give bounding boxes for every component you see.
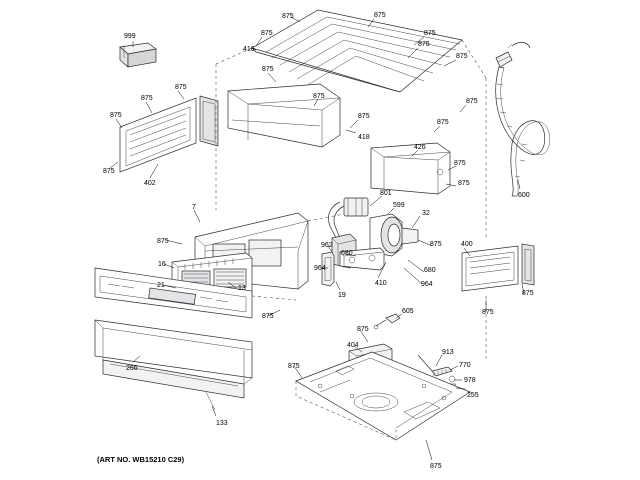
callout-410: 410 xyxy=(375,280,387,287)
callout-875-bot-3: 875 xyxy=(430,463,442,470)
callout-875-top-6: 875 xyxy=(456,53,468,60)
part-999-block xyxy=(120,43,156,67)
part-base-plate xyxy=(296,352,470,440)
callout-875-left-2: 875 xyxy=(141,95,153,102)
callout-875-top-2: 875 xyxy=(374,12,386,19)
callout-266: 266 xyxy=(126,365,138,372)
callout-400: 400 xyxy=(461,241,473,248)
callout-133: 133 xyxy=(216,420,228,427)
callout-875-left-4: 875 xyxy=(103,168,115,175)
callout-875-top-3: 875 xyxy=(424,30,436,37)
callout-801: 801 xyxy=(380,190,392,197)
callout-875-bot-1: 875 xyxy=(357,326,369,333)
callout-600: 600 xyxy=(518,192,530,199)
callout-680-2: 680 xyxy=(424,267,436,274)
callout-875-mid-5: 875 xyxy=(466,98,478,105)
part-400-right-panel xyxy=(462,244,534,291)
callout-875-mid-4: 875 xyxy=(437,119,449,126)
callout-418: 418 xyxy=(358,134,370,141)
callout-680-1: 680 xyxy=(341,250,353,257)
callout-875-ctl-2: 875 xyxy=(430,241,442,248)
callout-426: 426 xyxy=(414,144,426,151)
callout-875-top-5: 875 xyxy=(418,41,430,48)
callout-19: 19 xyxy=(338,292,346,299)
callout-913: 913 xyxy=(442,349,454,356)
part-top-panel xyxy=(252,10,462,92)
callout-999: 999 xyxy=(124,33,136,40)
part-426-box xyxy=(371,143,450,194)
callout-875-top-1: 875 xyxy=(282,13,294,20)
callout-875-mid-7: 875 xyxy=(458,180,470,187)
callout-964-2: 964 xyxy=(421,281,433,288)
callout-13: 13 xyxy=(238,285,246,292)
callout-875-ctl-3: 875 xyxy=(262,313,274,320)
callout-875-r-2: 875 xyxy=(482,309,494,316)
callout-964-1: 964 xyxy=(314,265,326,272)
callout-7: 7 xyxy=(192,204,196,211)
callout-599: 599 xyxy=(393,202,405,209)
callout-962: 962 xyxy=(321,242,333,249)
callout-875-mid-6: 875 xyxy=(454,160,466,167)
part-motor-blower-assembly xyxy=(322,198,418,286)
callout-875-mid-2: 875 xyxy=(313,93,325,100)
callout-770: 770 xyxy=(459,362,471,369)
callout-875-bot-2: 875 xyxy=(288,363,300,370)
callout-16: 16 xyxy=(158,261,166,268)
callout-404: 404 xyxy=(347,342,359,349)
callout-978: 978 xyxy=(464,377,476,384)
callout-605: 605 xyxy=(402,308,414,315)
callout-875-ctl-1: 875 xyxy=(157,238,169,245)
part-605-clip xyxy=(374,314,400,329)
art-number-label: (ART NO. WB15210 C29) xyxy=(97,455,185,464)
part-266-lower-panel xyxy=(95,320,252,410)
callout-416: 416 xyxy=(243,46,255,53)
callout-875-left-3: 875 xyxy=(110,112,122,119)
part-402-left-panel xyxy=(120,96,218,172)
callout-255: 255 xyxy=(467,392,479,399)
callout-32: 32 xyxy=(422,210,430,217)
callout-875-top-4: 875 xyxy=(261,30,273,37)
callout-21: 21 xyxy=(157,282,165,289)
callout-875-left-1: 875 xyxy=(175,84,187,91)
callout-875-mid-3: 875 xyxy=(358,113,370,120)
callout-875-mid-1: 875 xyxy=(262,66,274,73)
part-600-cord xyxy=(496,42,550,196)
callout-875-r-1: 875 xyxy=(522,290,534,297)
callout-402: 402 xyxy=(144,180,156,187)
